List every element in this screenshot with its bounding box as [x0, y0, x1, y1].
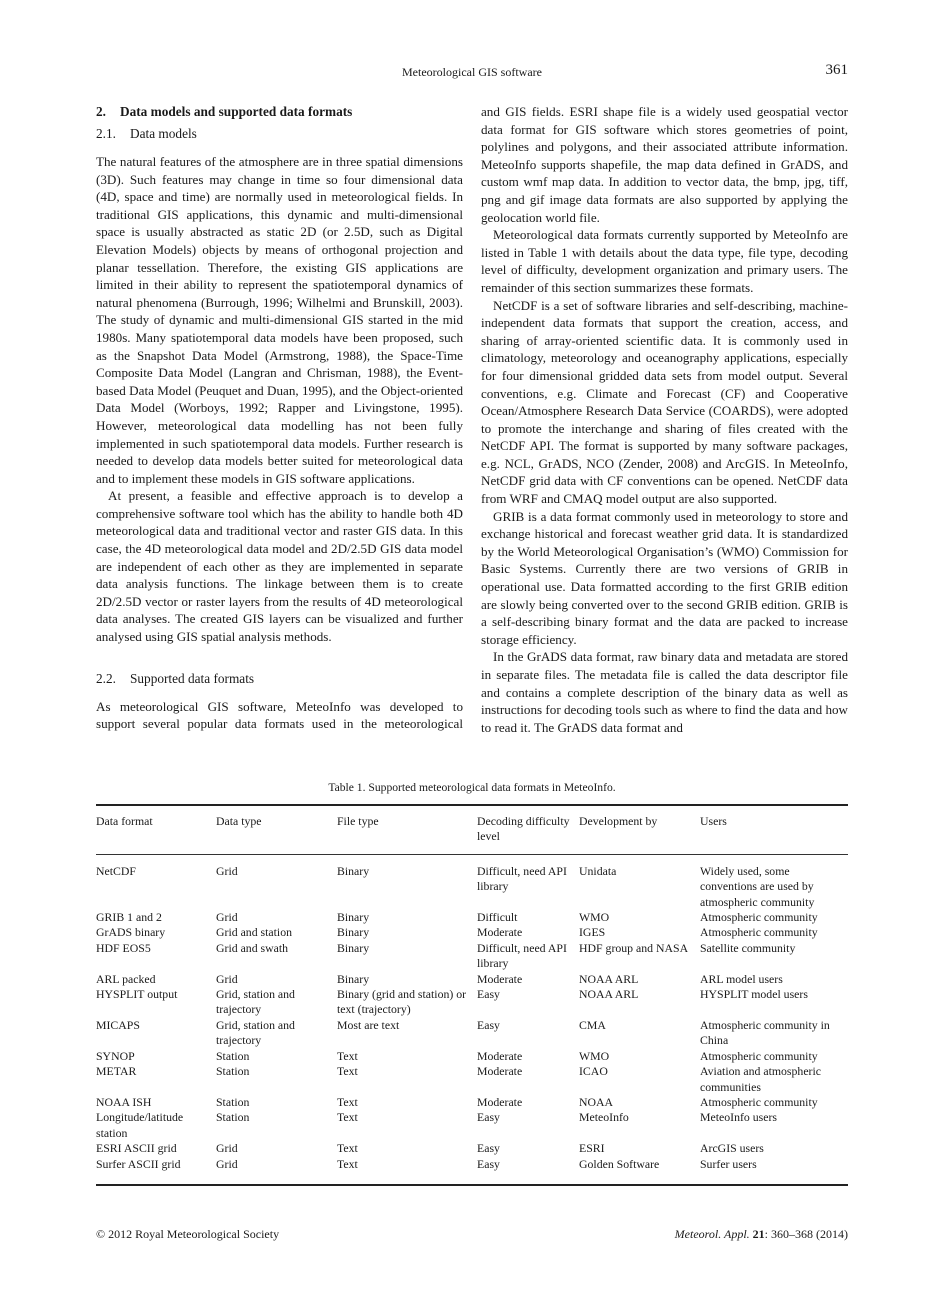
- table-header-row: [96, 805, 848, 854]
- table-cell: Station: [216, 1064, 250, 1079]
- table-cell: Surfer ASCII grid: [96, 1156, 181, 1171]
- table-cell: Binary (grid and station) or text (trajectory): [337, 987, 467, 1017]
- page-number: 361: [825, 62, 848, 78]
- volume: 21: [752, 1227, 765, 1241]
- column-header: Development by: [579, 805, 700, 854]
- table-cell: Atmospheric community: [700, 1048, 818, 1063]
- table-cell: Grid: [216, 910, 238, 925]
- subsection-number: 2.1.: [96, 126, 116, 141]
- table-cell: ARL packed: [96, 971, 156, 986]
- table-cell: Aviation and atmospheric communities: [700, 1064, 821, 1094]
- paragraph-part-2: and GIS fields. ESRI shape file is a widely used geospatial vector data format for GIS software which stores geometries of point, polylines and polygons, and their associated attribute information. MeteoInfo supports shapefile, the map data defined in GrADS, and custom wmf map data. In addition to vector data, the bmp, jpg, tiff, png and gif image data formats are also supported by applying the geolocation world file.: [481, 104, 848, 225]
- subsection-title: Data models: [130, 126, 197, 141]
- table-cell: HYSPLIT output: [96, 987, 178, 1002]
- formats-table: [96, 804, 848, 1186]
- table-cell: MICAPS: [96, 1017, 140, 1032]
- table-cell: Satellite community: [700, 940, 796, 955]
- table-row: [96, 1141, 848, 1156]
- journal-name: Meteorol. Appl.: [674, 1227, 750, 1241]
- subsection-heading-supported-formats: [96, 670, 463, 688]
- right-column: [481, 103, 848, 736]
- table-body: [96, 854, 848, 1185]
- table-cell: Easy: [477, 1141, 500, 1156]
- table-cell: Grid: [216, 863, 238, 878]
- table-cell: Atmospheric community: [700, 925, 818, 940]
- table-cell: Easy: [477, 1156, 500, 1171]
- table-cell: HYSPLIT model users: [700, 987, 808, 1002]
- table-cell: Easy: [477, 1017, 500, 1032]
- table-cell: Easy: [477, 987, 500, 1002]
- table-cell: Station: [216, 1048, 250, 1063]
- column-header: File type: [337, 805, 477, 854]
- table-cell: ARL model users: [700, 971, 783, 986]
- table-cell: Moderate: [477, 1064, 523, 1079]
- table-cell: Text: [337, 1064, 358, 1079]
- table-row: [96, 910, 848, 925]
- table-row: [96, 987, 848, 1018]
- table-cell: NetCDF: [96, 863, 136, 878]
- table-cell: IGES: [579, 925, 606, 940]
- column-header: Data format: [96, 805, 216, 854]
- table-cell: Surfer users: [700, 1156, 757, 1171]
- table-cell: ICAO: [579, 1064, 608, 1079]
- table-caption: Table 1. Supported meteorological data formats in MeteoInfo.: [328, 781, 616, 794]
- table-row: [96, 1157, 848, 1185]
- table-cell: Text: [337, 1094, 358, 1109]
- table-cell: Grid and swath: [216, 940, 289, 955]
- left-column: [96, 103, 463, 733]
- table-cell: Longitude/latitude station: [96, 1110, 184, 1140]
- table-cell: MeteoInfo: [579, 1110, 629, 1125]
- table-cell: Text: [337, 1141, 358, 1156]
- table-cell: METAR: [96, 1064, 137, 1079]
- table-cell: GrADS binary: [96, 925, 166, 940]
- table-cell: Difficult, need API library: [477, 863, 567, 894]
- table-cell: HDF EOS5: [96, 940, 151, 955]
- table-cell: Moderate: [477, 1048, 523, 1063]
- paragraph-part-1: As meteorological GIS software, MeteoInfo was developed to support several popular data formats used in the meteorological: [96, 698, 463, 732]
- paragraph: At present, a feasible and effective approach is to develop a comprehensive software tool which has the ability to handle both 4D meteorological data and traditional vector and raster GIS data. In this case, the 4D meteorological data model and 2D/2.5D GIS data model are independent of each other as they are implemented in separate data analysis functions. The linkage between them is to create 2D/2.5D vector or raster layers from the results of 4D meteorological data analyses. The created GIS layers can be visualized and further analysed using GIS spatial analysis methods.: [96, 488, 463, 645]
- table-cell: NOAA: [579, 1094, 614, 1109]
- paragraph: The natural features of the atmosphere are in three spatial dimensions (3D). Such features may change in time so four dimensional data (4D, space and time) are normally used in meteorological fields. In traditional GIS applications, this dynamic and multi-dimensional space is usually abstracted as static 2D (or 2.5D, such as Digital Elevation Models) objects by means of orthogonal projection and planar tessellation. Therefore, the existing GIS applications are limited in their ability to represent the spatiotemporal dynamics of natural phenomena (Burrough, 1996; Wilhelmi and Brunskill, 2003). The study of dynamic and multi-dimensional GIS started in the mid 1980s. Many spatiotemporal data models have been proposed, such as the Snapshot Data Model (Armstrong, 1988), the Space-Time Composite Data Model (Langran and Chrisman, 1988), the Event-based Data Model (Peuquet and Duan, 1995), and the Object-oriented Data Model (Worboys, 1992; Rapper and Livingstone, 1995). However, meteorological data modelling has not been fully implemented in such spatiotemporal data models. Further research is needed to develop data models better suited for meteorological data and to implement these models in GIS software applications.: [96, 154, 463, 486]
- table-cell: SYNOP: [96, 1048, 135, 1063]
- table-cell: Station: [216, 1094, 250, 1109]
- table-cell: HDF group and NASA: [579, 940, 689, 955]
- table-row: [96, 925, 848, 940]
- table-cell: Grid: [216, 971, 238, 986]
- table-cell: Text: [337, 1110, 358, 1125]
- table-row: [96, 1049, 848, 1064]
- copyright: © 2012 Royal Meteorological Society: [96, 1227, 280, 1241]
- table-cell: Difficult: [477, 910, 518, 925]
- table-cell: ArcGIS users: [700, 1141, 764, 1156]
- table-cell: Widely used, some conventions are used by atmospheric community: [700, 863, 815, 909]
- table-row: [96, 1110, 848, 1141]
- table-cell: Difficult, need API library: [477, 940, 567, 971]
- table-cell: WMO: [579, 910, 610, 925]
- table-cell: Grid: [216, 1156, 238, 1171]
- citation: [675, 1227, 848, 1242]
- table-cell: WMO: [579, 1048, 610, 1063]
- subsection-title: Supported data formats: [130, 670, 255, 686]
- table-cell: Grid, station and trajectory: [216, 1017, 295, 1048]
- table-cell: NOAA ARL: [579, 987, 639, 1002]
- table-cell: Golden Software: [579, 1156, 660, 1171]
- paragraph: GRIB is a data format commonly used in meteorology to store and exchange historical and forecast weather grid data. It is standardized by the World Meteorological Organisation’s (WMO) Commission for Basic Systems. Currently there are two versions of GRIB in operational use. Data formatted according to the first GRIB edition are slowly being converted over to the second GRIB edition. GRIB is a self-describing binary format and the data are packed to increase storage efficiency.: [481, 508, 848, 647]
- table-cell: MeteoInfo users: [700, 1110, 777, 1125]
- table-cell: Binary: [337, 863, 370, 878]
- table-cell: CMA: [579, 1017, 606, 1032]
- subsection-number: 2.2.: [96, 670, 116, 686]
- table-cell: Atmospheric community: [700, 1094, 818, 1109]
- table-row: [96, 854, 848, 910]
- section-heading: [96, 103, 463, 121]
- table-row: [96, 1064, 848, 1095]
- table-row: [96, 972, 848, 987]
- table-cell: Most are text: [337, 1017, 400, 1032]
- table-cell: Atmospheric community in China: [700, 1017, 830, 1048]
- table-cell: Grid and station: [216, 925, 293, 940]
- table-cell: ESRI: [579, 1141, 605, 1156]
- table-cell: Binary: [337, 940, 370, 955]
- table-cell: Binary: [337, 971, 370, 986]
- running-head: [96, 64, 848, 82]
- table-cell: Text: [337, 1156, 358, 1171]
- table-cell: ESRI ASCII grid: [96, 1141, 177, 1156]
- table-cell: Moderate: [477, 971, 523, 986]
- running-title: Meteorological GIS software: [402, 65, 542, 79]
- section-number: 2.: [96, 104, 106, 119]
- table-row: [96, 1095, 848, 1110]
- paragraph: In the GrADS data format, raw binary data and metadata are stored in separate files. The metadata file is called the data descriptor file and contains a complete description of the binary data as well as instructions for decoding tools such as where to find the data and how to read it. The GrADS data format and: [481, 649, 848, 735]
- pages-year: : 360–368 (2014): [764, 1227, 848, 1241]
- table-cell: Station: [216, 1110, 250, 1125]
- section-title: Data models and supported data formats: [120, 104, 353, 119]
- table-row: [96, 1018, 848, 1049]
- paragraph: Meteorological data formats currently supported by MeteoInfo are listed in Table 1 with details about the data type, file type, decoding level of difficulty, development organization and primary users. The remainder of this section summarizes these formats.: [481, 227, 848, 295]
- column-header: Users: [700, 805, 848, 854]
- table-cell: Grid, station and trajectory: [216, 987, 295, 1017]
- table-cell: Text: [337, 1048, 358, 1063]
- table-cell: Easy: [477, 1110, 500, 1125]
- subsection-heading-data-models: [96, 125, 463, 143]
- table-cell: Binary: [337, 925, 370, 940]
- paragraph: NetCDF is a set of software libraries and self-describing, machine-independent data formats that support the creation, access, and sharing of array-oriented scientific data. It is commonly used in climatology, meteorology and oceanography applications, especially for four dimensional gridded data sets from model output. Several conventions, e.g. Climate and Forecast (CF) and Cooperative Ocean/Atmosphere Research Data Service (COARDS), were adopted to promote the interchange and sharing of files created with the NetCDF API. The format is supported by many software packages, e.g. NCL, GrADS, NCO (Zender, 2008) and ArcGIS. In MeteoInfo, NetCDF grid data with CF conventions can be opened. NetCDF data from WRF and CMAQ model output are also supported.: [481, 297, 848, 507]
- table-cell: GRIB 1 and 2: [96, 910, 162, 925]
- table-cell: Unidata: [579, 863, 617, 878]
- table-cell: Moderate: [477, 1094, 523, 1109]
- table-cell: Grid: [216, 1141, 238, 1156]
- table-cell: Binary: [337, 910, 370, 925]
- column-header: Decoding difficulty level: [477, 805, 579, 854]
- table-cell: NOAA ARL: [579, 971, 639, 986]
- table-cell: Moderate: [477, 925, 523, 940]
- table-cell: NOAA ISH: [96, 1094, 152, 1109]
- table-row: [96, 941, 848, 972]
- column-header: Data type: [216, 805, 337, 854]
- table-cell: Atmospheric community: [700, 910, 818, 925]
